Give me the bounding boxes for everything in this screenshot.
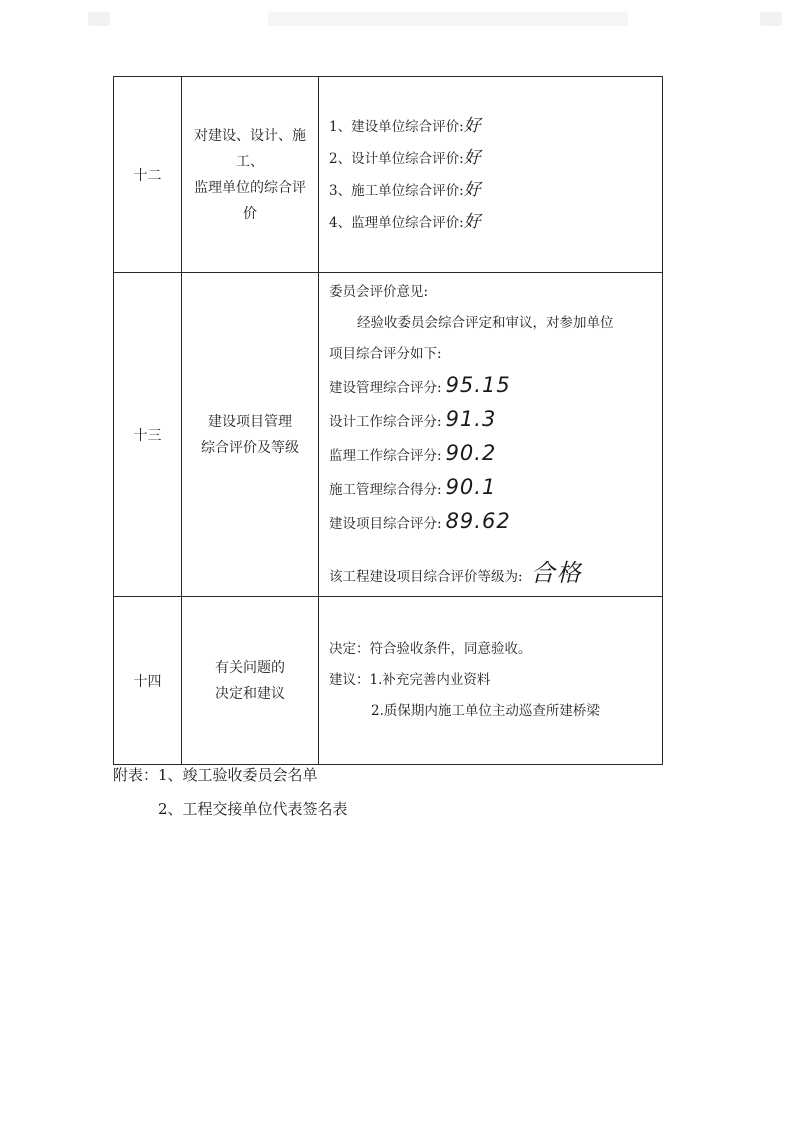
opinion-title: 委员会评价意见: [329, 283, 429, 300]
row-number: 十四 [114, 597, 182, 765]
score-line [329, 472, 652, 506]
appendix-line: 2、工程交接单位代表签名表 [158, 800, 348, 818]
handwritten-score: 91.3 [445, 406, 497, 431]
scan-mark-left [88, 12, 110, 26]
grade-line [329, 558, 652, 593]
evaluation-label: 1、建设单位综合评价: [329, 118, 464, 135]
score-content [319, 273, 663, 597]
evaluation-label: 2、设计单位综合评价: [329, 150, 464, 167]
evaluation-label: 3、施工单位综合评价: [329, 182, 464, 199]
evaluation-line [329, 175, 652, 207]
opinion-text: 经验收委员会综合评定和审议，对参加单位 [357, 314, 614, 331]
decision-text: 决定：符合验收条件，同意验收。 [329, 641, 532, 657]
table-row [114, 597, 663, 765]
item-title-line: 工、 [236, 153, 264, 170]
row-number: 十二 [114, 77, 182, 273]
handwritten-rating: 好 [463, 179, 482, 200]
suggestion-text: 2.质保期内施工单位主动巡查所建桥梁 [371, 703, 600, 719]
score-label: 监理工作综合评分: [329, 447, 442, 464]
item-title-line: 建设项目管理 [208, 413, 292, 430]
item-title-line: 对建设、设计、施 [194, 127, 306, 144]
score-line [329, 404, 652, 438]
row-number: 十三 [114, 273, 182, 597]
table-row [114, 273, 663, 597]
handwritten-rating: 好 [463, 211, 482, 232]
item-title-line: 综合评价及等级 [201, 439, 299, 456]
evaluation-label: 4、监理单位综合评价: [329, 214, 464, 231]
score-line [329, 506, 652, 540]
handwritten-score: 89.62 [445, 508, 511, 533]
handwritten-score: 90.2 [445, 440, 497, 465]
scan-mark-header [268, 12, 628, 26]
score-label: 建设项目综合评分: [329, 515, 442, 532]
evaluation-table [113, 76, 663, 765]
score-label: 建设管理综合评分: [329, 379, 442, 396]
handwritten-rating: 好 [463, 147, 482, 168]
evaluation-line [329, 111, 652, 143]
suggestion-text: 建议：1.补充完善内业资料 [329, 672, 491, 688]
scan-mark-right [760, 12, 782, 26]
grade-label: 该工程建设项目综合评价等级为: [329, 568, 523, 585]
handwritten-score: 95.15 [445, 372, 511, 397]
evaluation-line [329, 207, 652, 239]
handwritten-rating: 好 [463, 115, 482, 136]
item-title-line: 有关问题的 [215, 659, 285, 676]
decision-content [319, 597, 663, 765]
handwritten-grade: 合格 [530, 558, 583, 587]
item-title [182, 77, 319, 273]
appendix-line: 附表：1、竣工验收委员会名单 [113, 766, 318, 784]
opinion-text: 项目综合评分如下: [329, 345, 442, 362]
evaluation-line [329, 143, 652, 175]
item-title [182, 597, 319, 765]
score-label: 设计工作综合评分: [329, 413, 442, 430]
table-row [114, 77, 663, 273]
handwritten-score: 90.1 [445, 474, 497, 499]
item-title [182, 273, 319, 597]
score-line [329, 370, 652, 404]
score-label: 施工管理综合得分: [329, 481, 442, 498]
unit-evaluation-content [319, 77, 663, 273]
score-line [329, 438, 652, 472]
item-title-line: 决定和建议 [215, 685, 285, 702]
item-title-line: 监理单位的综合评价 [194, 179, 306, 222]
